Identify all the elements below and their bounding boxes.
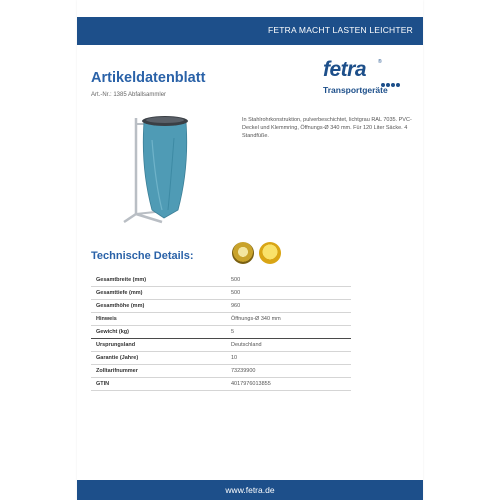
article-number: Art.-Nr.: 1385 Abfallsammler [91, 92, 167, 98]
table-row [91, 326, 351, 339]
spec-label: Ursprungsland [96, 342, 136, 348]
spec-label: Gesamthöhe (mm) [96, 303, 145, 309]
made-in-germany-badge [232, 242, 254, 264]
spec-label: Gesamtbreite (mm) [96, 277, 147, 283]
spec-value: 960 [231, 303, 241, 309]
header-slogan: FETRA MACHT LASTEN LEICHTER [267, 25, 413, 35]
datasheet-page [77, 0, 423, 500]
header-bar [77, 17, 423, 45]
spec-label: Hinweis [96, 316, 117, 322]
footer-bar [77, 480, 423, 500]
spec-value: 500 [231, 277, 241, 283]
spec-label: GTIN [96, 381, 110, 387]
spec-value: Deutschland [231, 342, 262, 348]
product-description: In Stahlrohrkonstruktion, pulverbeschichtet, lichtgrau RAL 7035. PVC-Deckel und Klemmring, Öffnungs-Ø 340 mm. Für 120 Liter Säcke. 4 Standfüße. [242, 117, 412, 139]
spec-label: Garantie (Jahre) [96, 355, 139, 361]
quality-badges [232, 242, 284, 266]
specs-table [91, 274, 351, 391]
document-title: Artikeldatenblatt [91, 70, 206, 86]
logo-wordmark: fetra [323, 58, 367, 81]
table-row [91, 378, 351, 391]
spec-value: 4017976013855 [231, 381, 271, 387]
warranty-badge [259, 242, 281, 264]
logo-dots [381, 74, 403, 80]
spec-value: 5 [231, 329, 235, 335]
table-row [91, 339, 351, 352]
logo-tagline: Transportgeräte [323, 85, 388, 95]
footer-url[interactable]: www.fetra.de [225, 485, 275, 495]
spec-label: Zolltarifnummer [96, 368, 138, 374]
table-row [91, 352, 351, 365]
spec-value: 10 [231, 355, 238, 361]
spec-label: Gesamttiefe (mm) [96, 290, 143, 296]
spec-value: 500 [231, 290, 241, 296]
spec-label: Gewicht (kg) [96, 329, 130, 335]
waste-bag-holder-image [122, 110, 192, 225]
table-row [91, 300, 351, 313]
fetra-logo [323, 58, 403, 102]
technical-details-heading: Technische Details: [91, 250, 194, 262]
table-row [91, 274, 351, 287]
table-row [91, 365, 351, 378]
spec-value: 73239900 [231, 368, 256, 374]
table-row [91, 287, 351, 300]
spec-value: Öffnungs-Ø 340 mm [231, 316, 281, 322]
table-row [91, 313, 351, 326]
logo-registered-mark: ® [378, 59, 382, 65]
